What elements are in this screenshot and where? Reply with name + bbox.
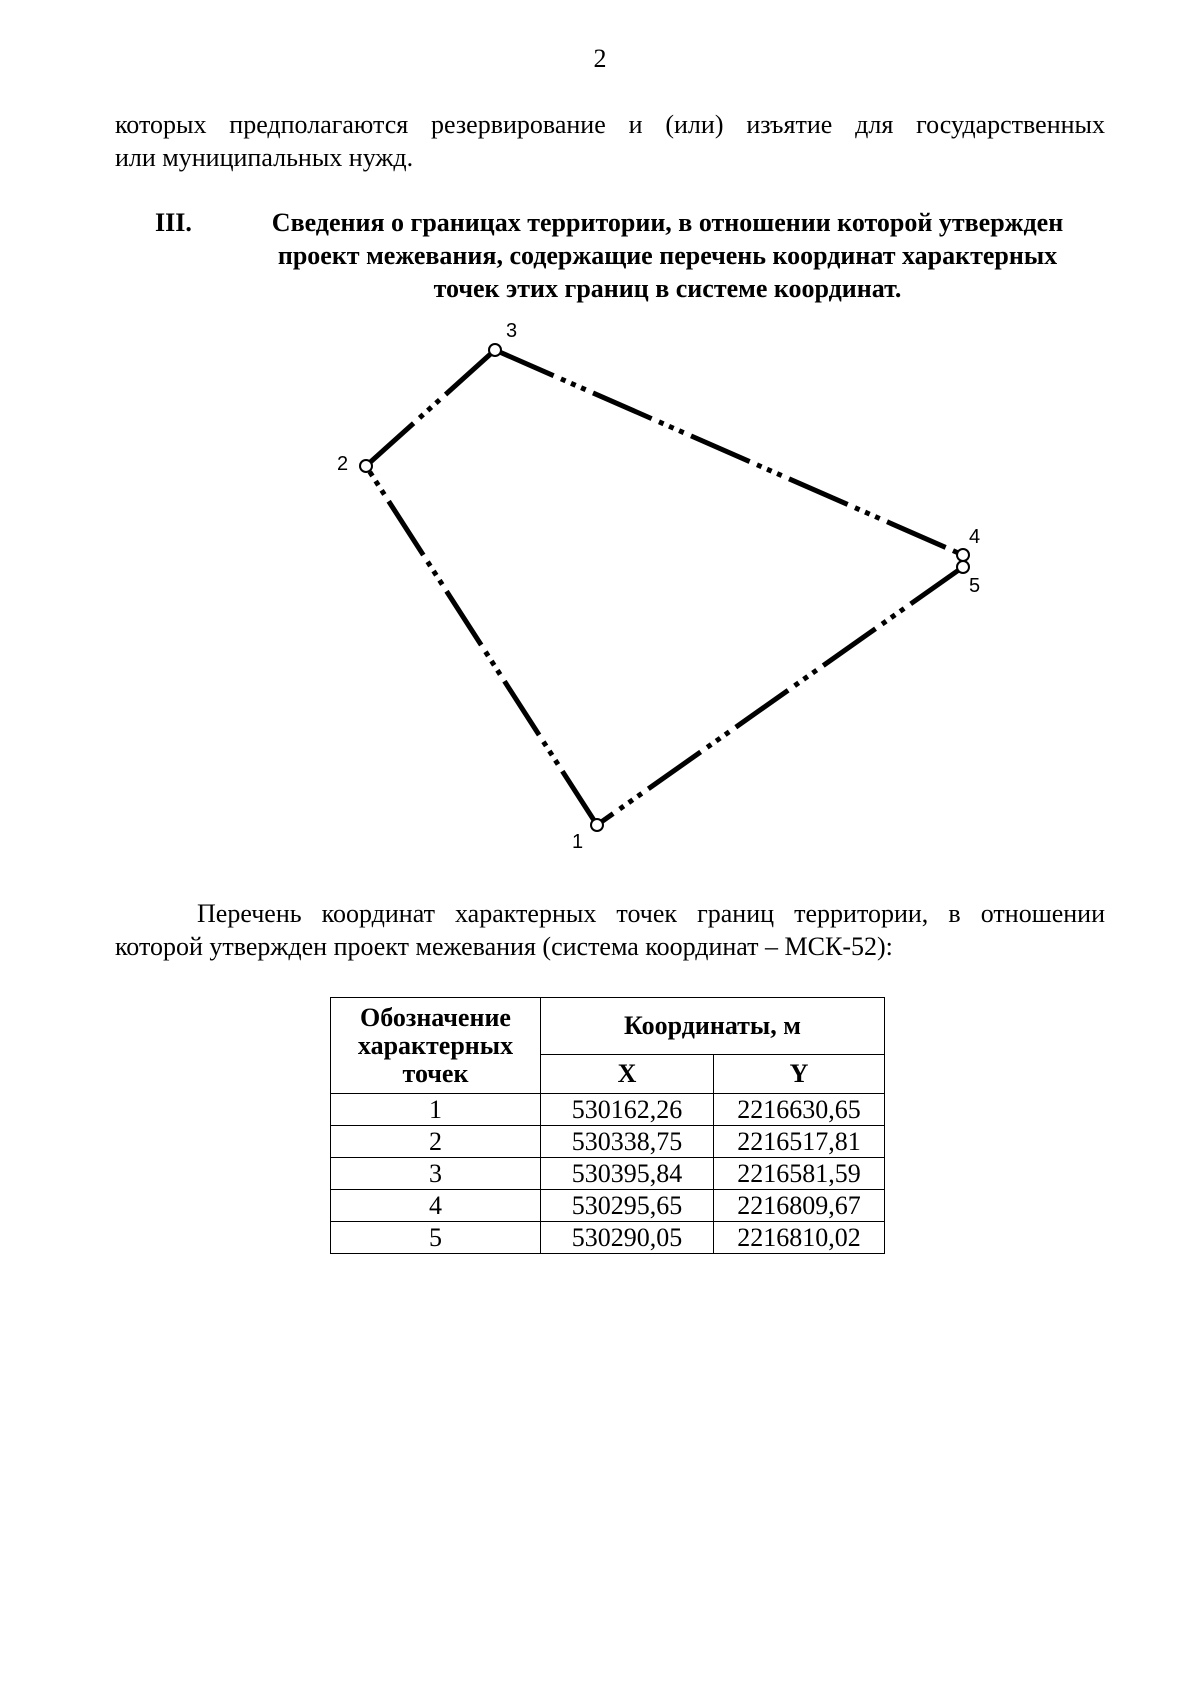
cell-y: 2216581,59	[714, 1158, 885, 1190]
point-marker-1	[591, 819, 603, 831]
point-label-5: 5	[969, 575, 981, 597]
cell-y: 2216517,81	[714, 1126, 885, 1158]
point-label-3: 3	[506, 320, 518, 342]
point-label-2: 2	[337, 453, 349, 475]
table-header-row	[331, 998, 885, 1055]
boundary-segment-2-3	[366, 350, 495, 466]
table-row	[331, 1190, 885, 1222]
cell-point: 4	[331, 1190, 541, 1222]
cell-x: 530295,65	[541, 1190, 714, 1222]
point-marker-2	[360, 460, 372, 472]
cell-x: 530290,05	[541, 1222, 714, 1254]
list-intro-line-2: которой утвержден проект межевания (система координат – МСК-52):	[115, 932, 893, 961]
cell-x: 530162,26	[541, 1094, 714, 1126]
point-marker-3	[489, 344, 501, 356]
cell-x: 530395,84	[541, 1158, 714, 1190]
section-title-line-1: Сведения о границах территории, в отношении которой утвержден	[271, 208, 1064, 237]
list-intro-line-1: Перечень координат характерных точек границ территории, в отношении	[197, 899, 1105, 928]
header-y: Y	[714, 1055, 885, 1094]
coordinates-table	[330, 997, 885, 1254]
boundary-points	[360, 344, 969, 831]
table-row	[331, 1094, 885, 1126]
section-title-line-2: проект межевания, содержащие перечень координат характерных	[277, 241, 1058, 270]
cell-x: 530338,75	[541, 1126, 714, 1158]
section-title-line-3: точек этих границ в системе координат.	[433, 274, 902, 303]
point-label-4: 4	[969, 526, 981, 548]
boundary-lines	[366, 350, 963, 825]
point-marker-4	[957, 549, 969, 561]
header-x: X	[541, 1055, 714, 1094]
cell-point: 5	[331, 1222, 541, 1254]
cell-point: 1	[331, 1094, 541, 1126]
boundary-segment-3-4	[495, 350, 963, 555]
section-number: III.	[155, 208, 192, 237]
table-row	[331, 1126, 885, 1158]
header-point-line-3: точек	[402, 1058, 469, 1088]
cell-y: 2216810,02	[714, 1222, 885, 1254]
cell-point: 3	[331, 1158, 541, 1190]
intro-line-2: или муниципальных нужд.	[115, 143, 414, 172]
list-intro-paragraph	[115, 897, 1105, 963]
header-point-designation	[331, 998, 541, 1094]
boundary-segment-1-2	[366, 466, 597, 825]
cell-point: 2	[331, 1126, 541, 1158]
header-coordinates: Координаты, м	[541, 998, 885, 1055]
cell-y: 2216630,65	[714, 1094, 885, 1126]
boundary-segment-5-1	[597, 567, 963, 825]
table-row	[331, 1222, 885, 1254]
header-point-line-1: Обозначение	[360, 1002, 511, 1032]
point-label-1: 1	[572, 831, 584, 853]
point-marker-5	[957, 561, 969, 573]
header-point-line-2: характерных	[357, 1030, 514, 1060]
table-row	[331, 1158, 885, 1190]
intro-line-1: которых предполагаются резервирование и (или) изъятие для государственных	[115, 110, 1105, 139]
cell-y: 2216809,67	[714, 1190, 885, 1222]
page-number: 2	[593, 44, 607, 73]
